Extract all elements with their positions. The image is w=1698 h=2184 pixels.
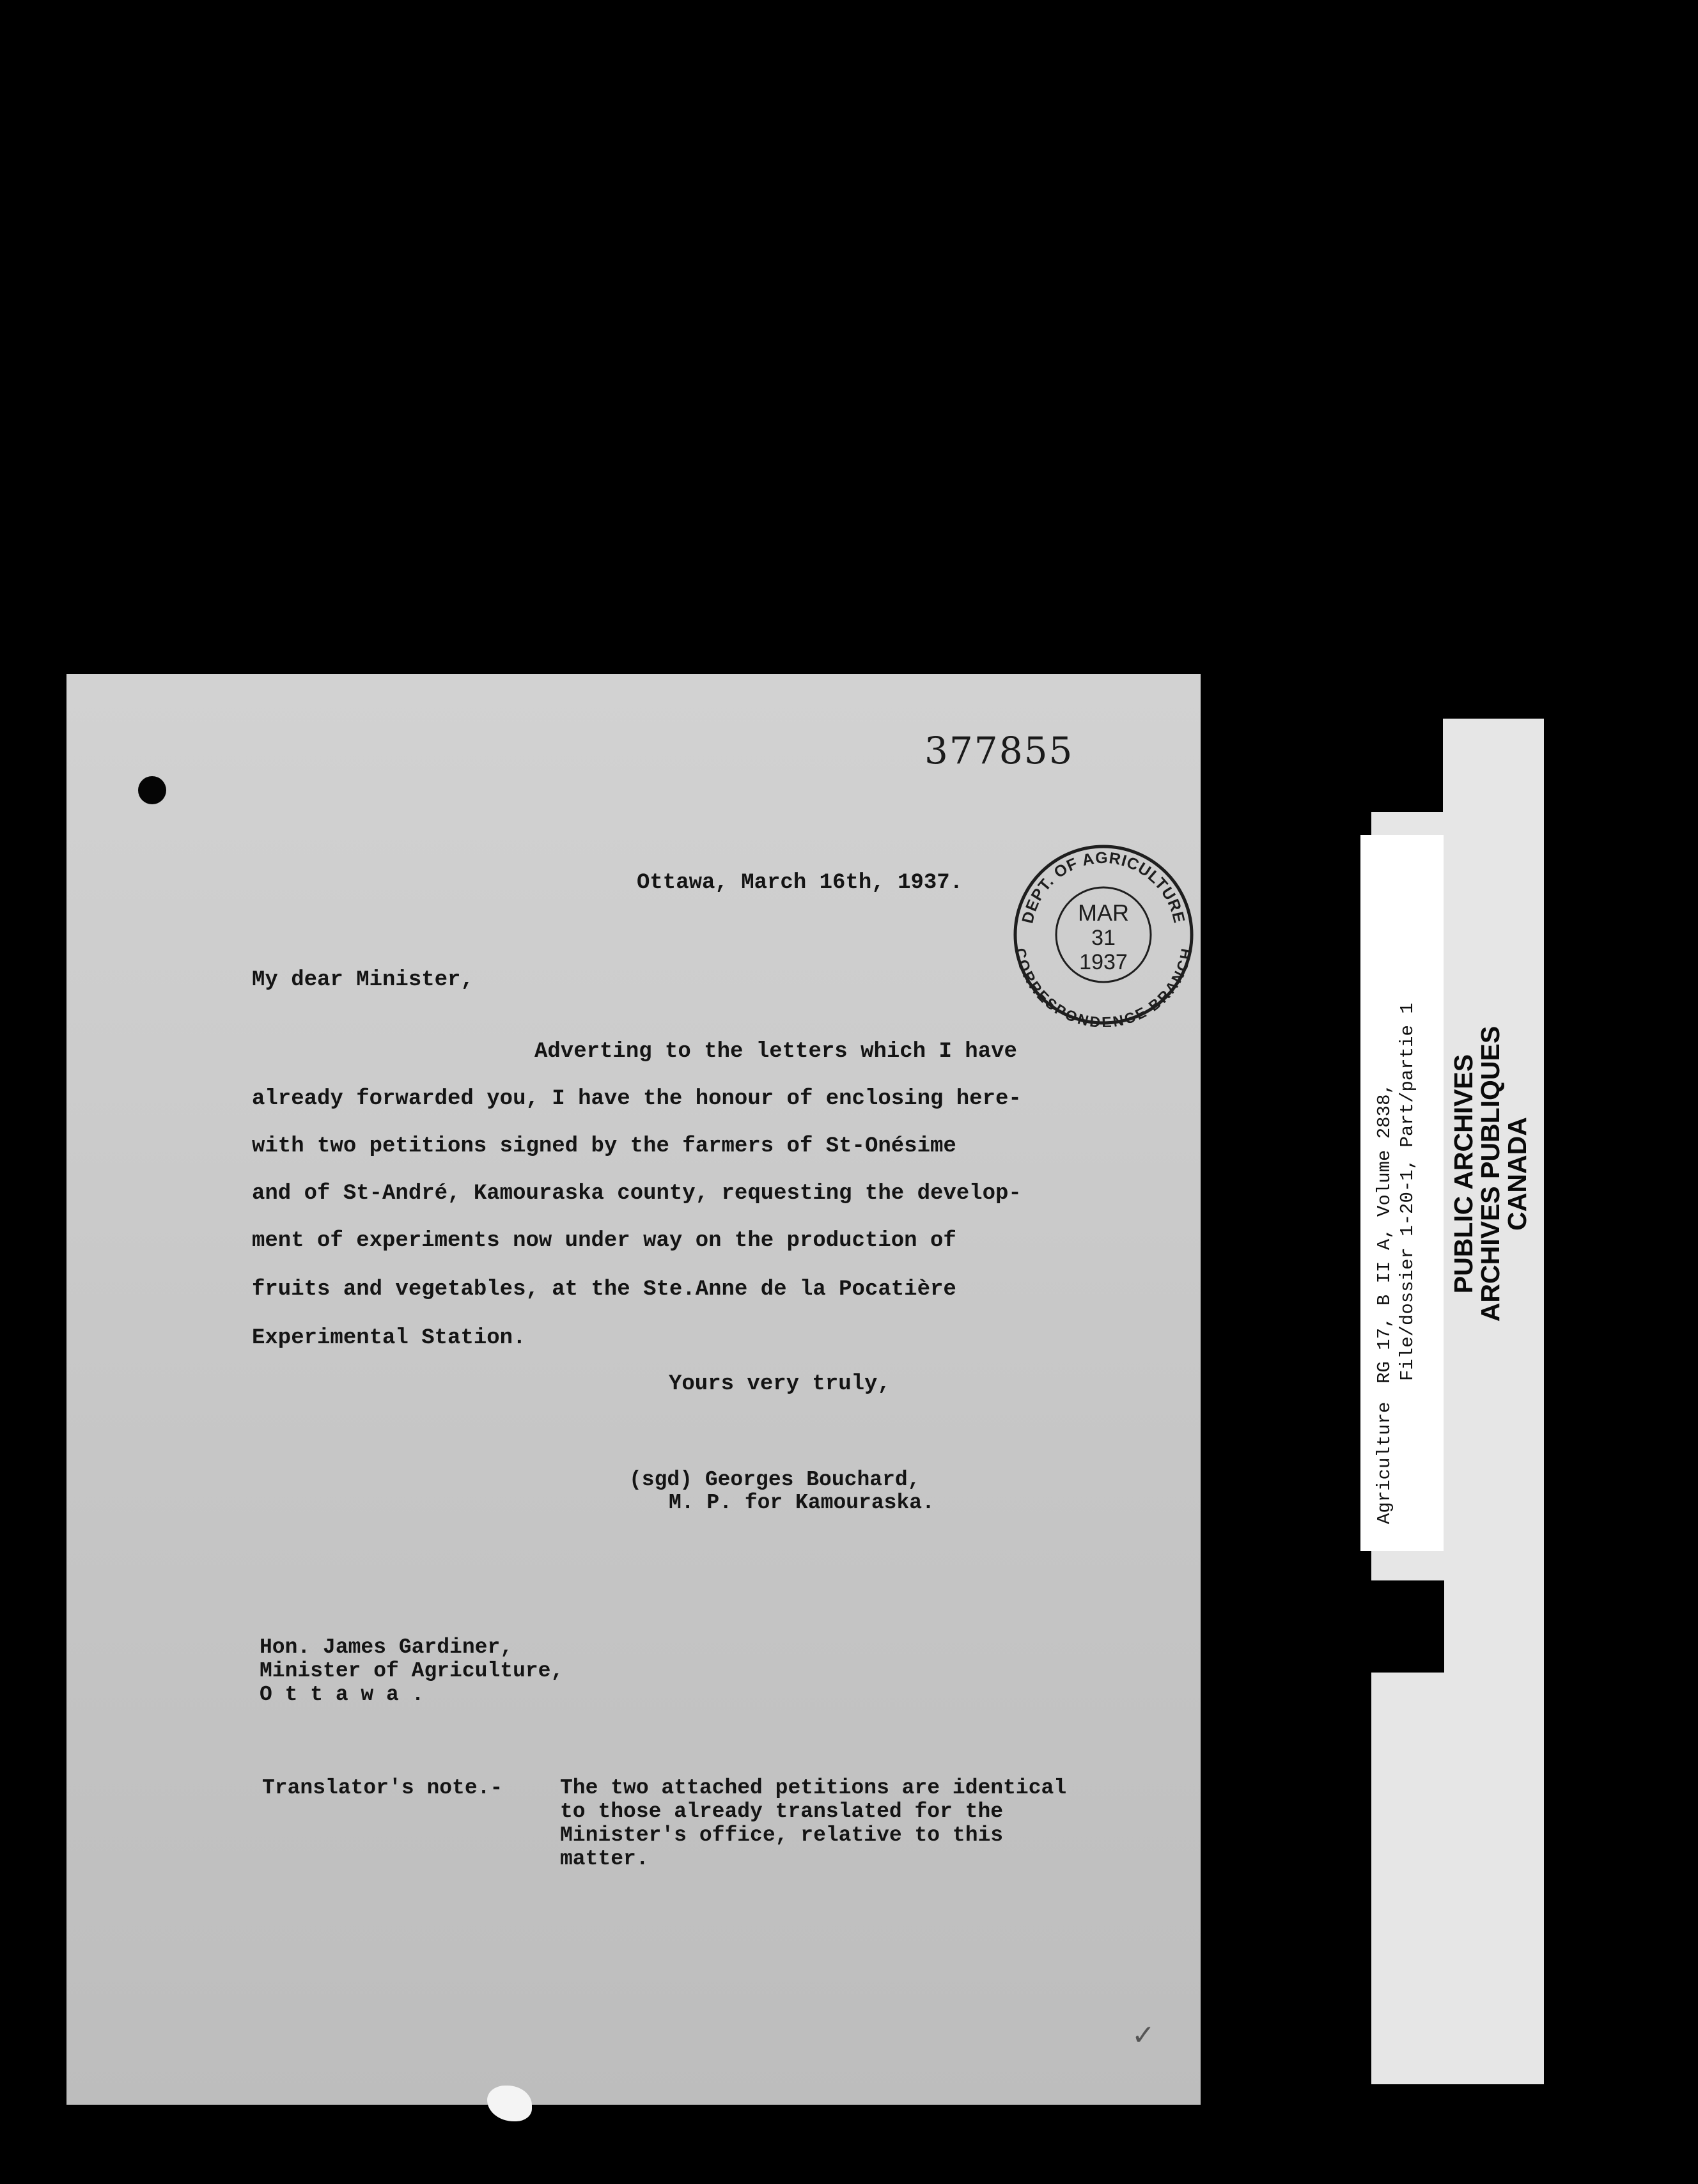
archive-reference-line: File/dossier 1-20-1, Part/partie 1 [1397, 1002, 1418, 1381]
archive-subject: Agriculture [1374, 1401, 1395, 1524]
addressee-line: Hon. James Gardiner, [260, 1635, 513, 1659]
translator-note-line: matter. [560, 1847, 649, 1871]
label-notch [1371, 1580, 1444, 1673]
body-line: ment of experiments now under way on the production of [252, 1229, 956, 1253]
stamp-ring-top: DEPT. OF AGRICULTURE [1018, 848, 1188, 925]
body-line: with two petitions signed by the farmers of St-Onésime [252, 1134, 956, 1158]
archive-title-line: ARCHIVES PUBLIQUES [1476, 1026, 1505, 1322]
translator-note-line: The two attached petitions are identical [560, 1776, 1067, 1800]
translator-note-line: Minister's office, relative to this [560, 1823, 1004, 1847]
salutation: My dear Minister, [252, 968, 474, 992]
body-line: Experimental Station. [252, 1326, 526, 1350]
file-number: 377855 [924, 729, 1074, 772]
translator-note-line: to those already translated for the [560, 1800, 1004, 1823]
body-line: Adverting to the letters which I have [534, 1040, 1017, 1064]
signature-line: (sgd) Georges Bouchard, [629, 1468, 921, 1492]
archive-title-line: PUBLIC ARCHIVES [1449, 1054, 1478, 1294]
body-line: and of St-André, Kamouraska county, requesting the develop- [252, 1182, 1022, 1206]
stamp-ring-bottom: CORRESPONDENCE BRANCH [1012, 946, 1195, 1027]
addressee-line: O t t a w a . [260, 1683, 424, 1706]
received-stamp [1011, 843, 1196, 1027]
signature-title: M. P. for Kamouraska. [669, 1491, 935, 1515]
stamp-month: MAR [1078, 900, 1129, 926]
stamp-year: 1937 [1079, 950, 1128, 974]
body-line: already forwarded you, I have the honour of enclosing here- [252, 1087, 1022, 1111]
archive-title-block [1450, 988, 1531, 1359]
label-notch [1371, 719, 1443, 812]
closing: Yours very truly, [669, 1372, 891, 1396]
translator-note-label: Translator's note.- [262, 1776, 503, 1800]
addressee-line: Minister of Agriculture, [260, 1659, 564, 1683]
archive-title-line: CANADA [1502, 1117, 1532, 1231]
stamp-day: 31 [1091, 926, 1116, 950]
body-line: fruits and vegetables, at the Ste.Anne de la Pocatière [252, 1277, 956, 1302]
archive-reference-line: RG 17, B II A, Volume 2838, [1374, 1083, 1395, 1384]
check-mark-icon: ✓ [1132, 2019, 1155, 2052]
date-line: Ottawa, March 16th, 1937. [637, 871, 963, 895]
punch-hole [138, 776, 166, 804]
